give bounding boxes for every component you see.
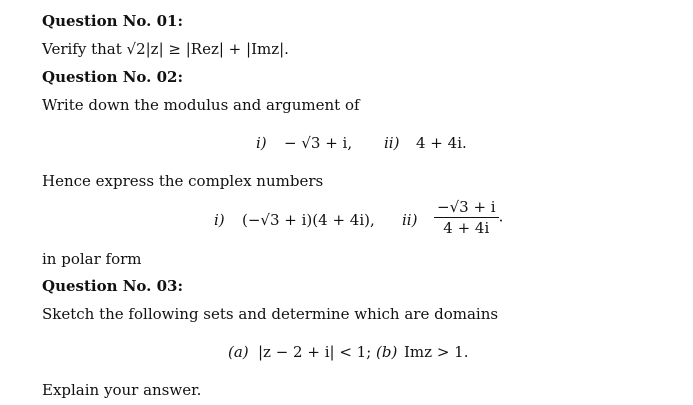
q2-quot-label: ii) [402, 211, 418, 229]
q1-heading: Question No. 01: [42, 12, 184, 30]
q2-prod-label: i) [214, 211, 225, 229]
q3-heading: Question No. 03: [42, 277, 184, 295]
q3-set-a-expr: |z − 2 + i| < 1; [258, 343, 372, 361]
q2-prod-expr: (−√3 + i)(4 + 4i), [242, 211, 375, 229]
q1-statement: Verify that √2|z| ≥ |Rez| + |Imz|. [42, 40, 289, 58]
q2-hence: Hence express the complex numbers [42, 172, 324, 190]
q3-intro: Sketch the following sets and determine which are domains [42, 305, 499, 323]
q3-set-a-label: (a) [228, 343, 249, 361]
q2-heading: Question No. 02: [42, 68, 184, 86]
q2-polar: in polar form [42, 250, 142, 268]
quotient-denominator: 4 + 4i [443, 219, 490, 237]
q2-item2-expr: 4 + 4i. [416, 134, 467, 152]
q3-explain: Explain your answer. [42, 381, 202, 399]
q3-set-b-label: (b) [376, 343, 398, 361]
quotient-fraction [434, 199, 499, 236]
q2-item1-expr: − √3 + i, [284, 134, 353, 152]
q3-set-b-expr: Imz > 1. [404, 343, 469, 361]
quotient-numerator: −√3 + i [434, 199, 499, 218]
q2-item1-label: i) [256, 134, 267, 152]
q2-intro: Write down the modulus and argument of [42, 96, 360, 114]
q2-item2-label: ii) [384, 134, 400, 152]
quotient-period: . [498, 207, 504, 226]
q2-quot-fraction [434, 199, 503, 236]
